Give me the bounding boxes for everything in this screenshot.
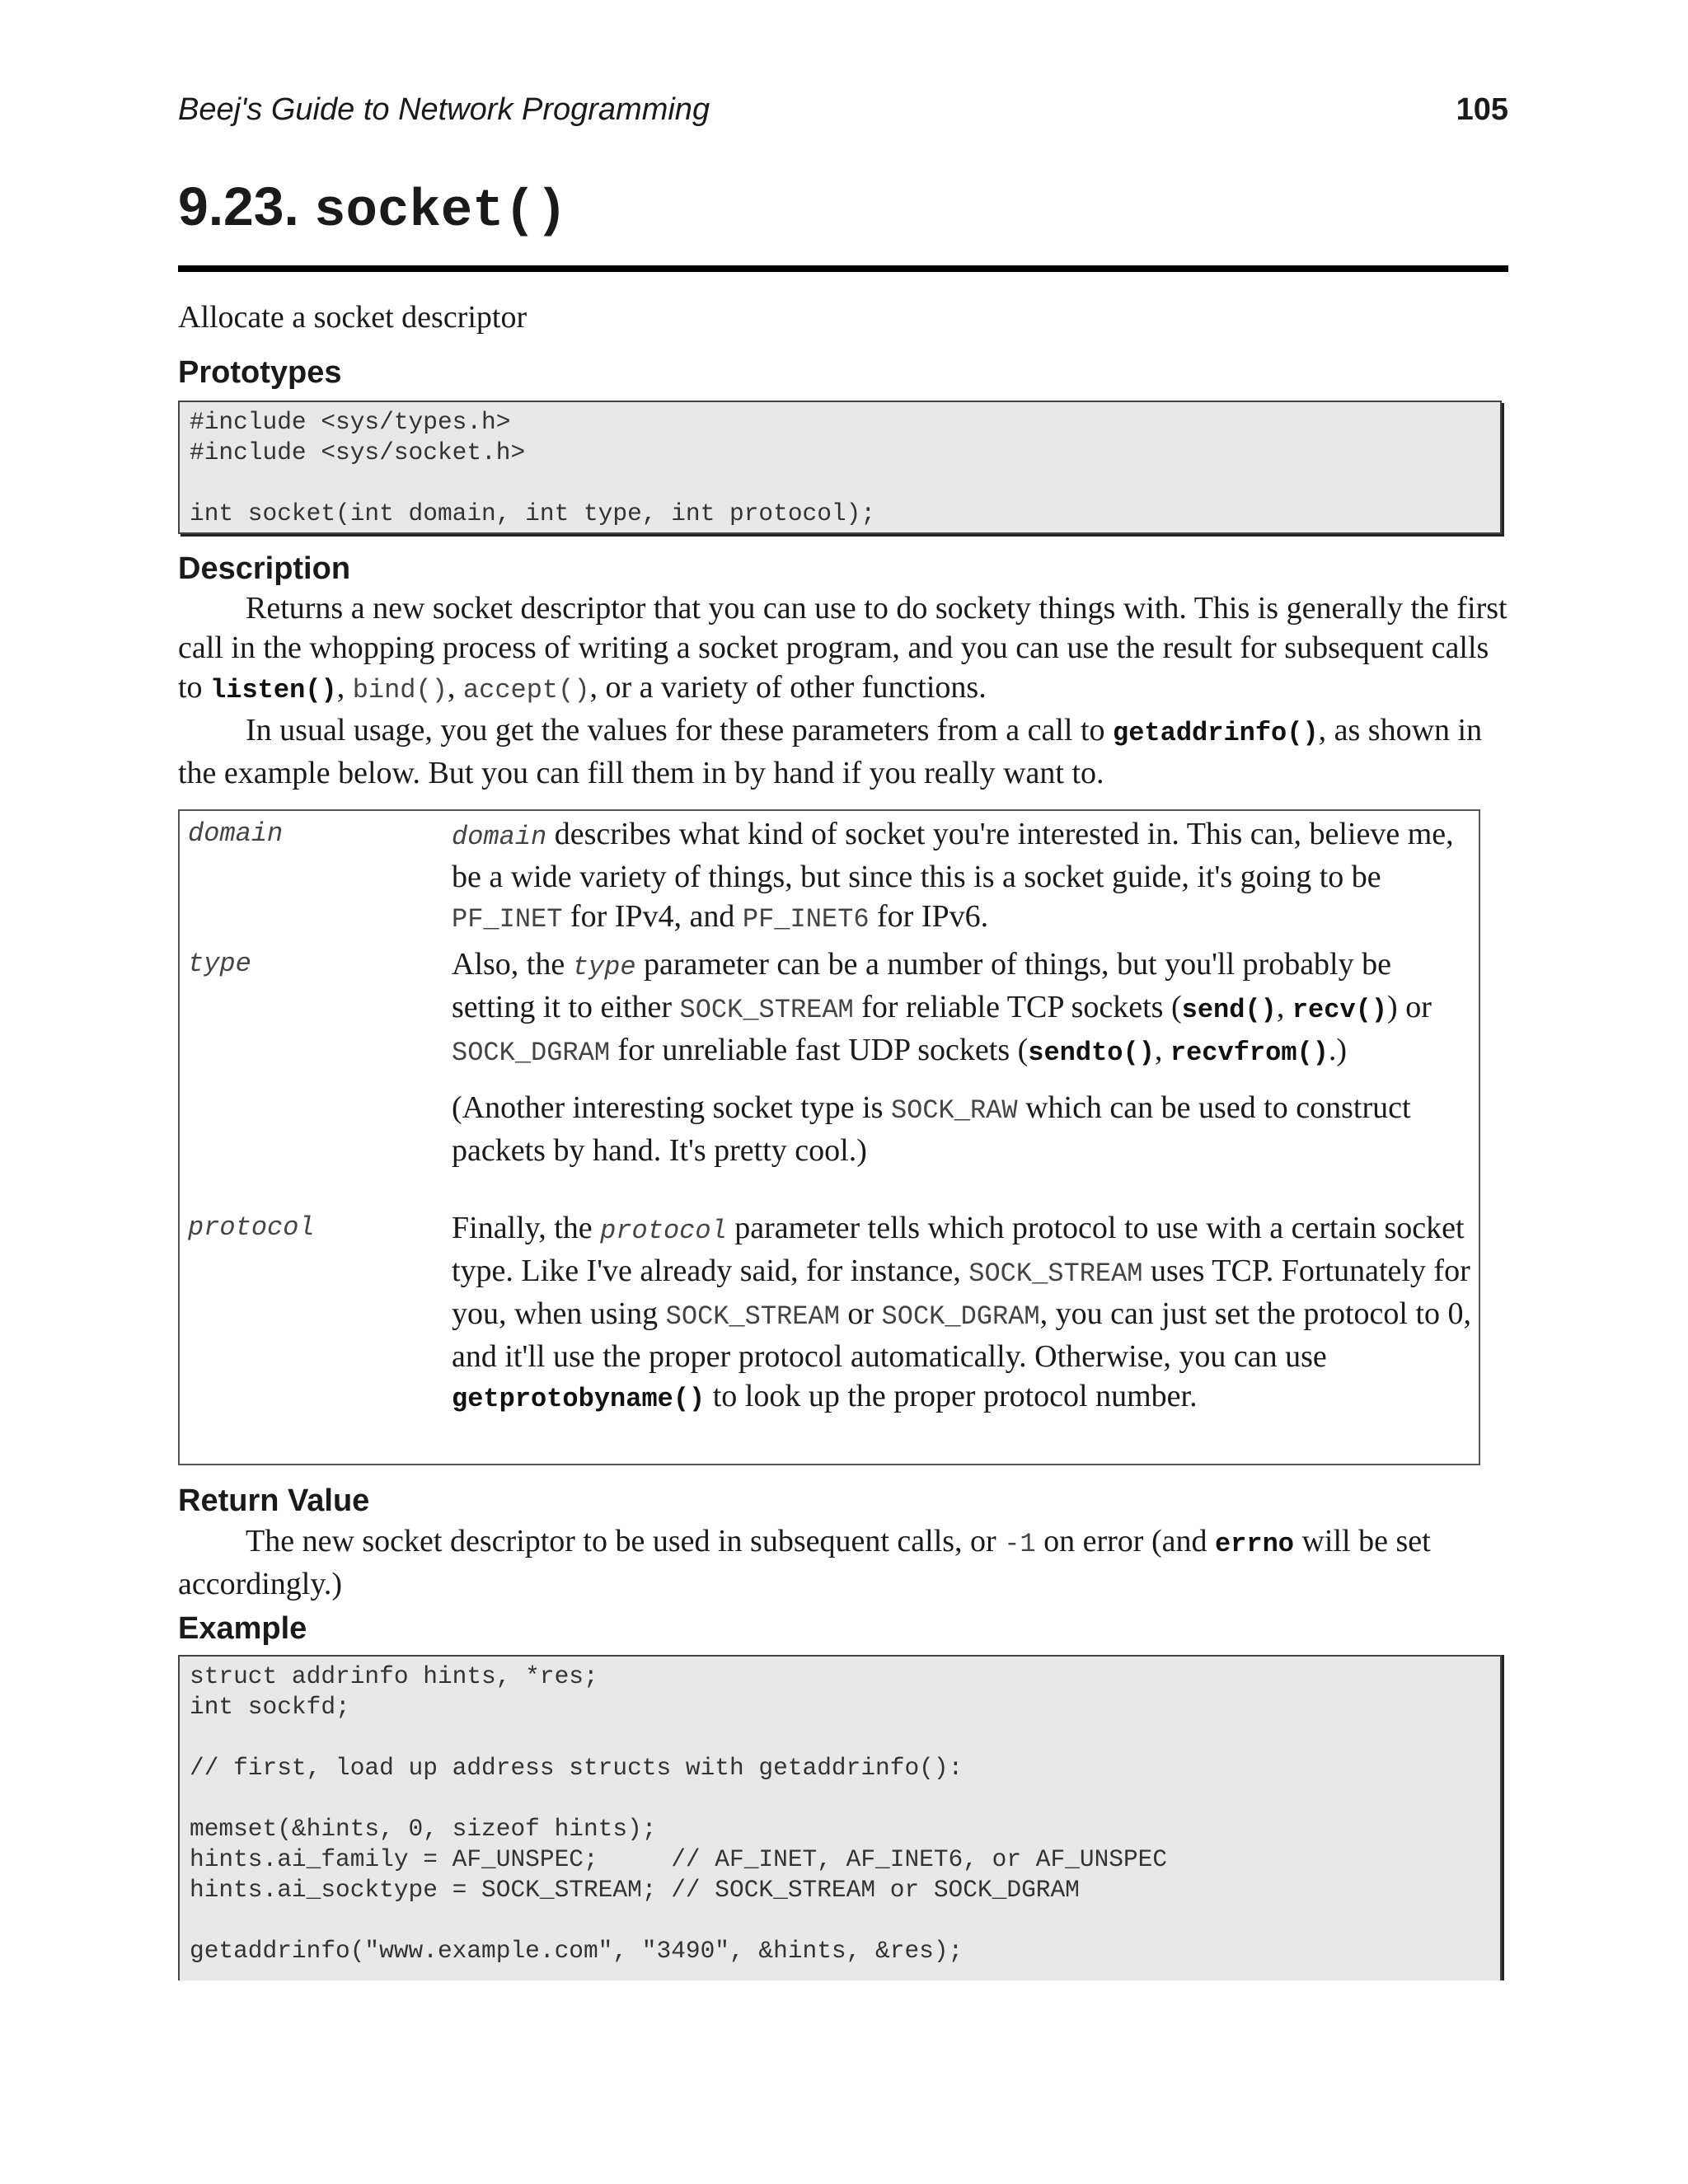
example-heading: Example xyxy=(178,1611,307,1646)
code-run: SOCK_STREAM xyxy=(679,995,854,1025)
code-run: -1 xyxy=(1004,1529,1036,1559)
prototypes-heading: Prototypes xyxy=(178,355,342,390)
code-run: getprotobyname() xyxy=(452,1384,706,1414)
text-run: .) xyxy=(1328,1033,1348,1067)
code-line: hints.ai_socktype = SOCK_STREAM; // SOCK_STREAM or SOCK_DGRAM xyxy=(190,1876,1080,1904)
code-run: SOCK_DGRAM xyxy=(881,1301,1040,1332)
section-function-name: socket() xyxy=(314,182,568,241)
text-run: uses TCP. Fortunately for you, when using xyxy=(452,1254,1470,1331)
return-value-paragraph xyxy=(178,1521,1508,1604)
description-text xyxy=(178,588,1508,793)
section-title xyxy=(178,173,567,245)
code-run: SOCK_STREAM xyxy=(665,1301,840,1332)
running-header xyxy=(178,92,1508,134)
code-run: recv() xyxy=(1292,995,1388,1025)
code-line xyxy=(190,468,1490,499)
text-run: , as shown in the example below. But you can fill them in by hand if you really want to. xyxy=(178,713,1483,790)
text-run: (Another interesting socket type is xyxy=(452,1090,891,1125)
code-run: SOCK_RAW xyxy=(890,1095,1018,1126)
text-run: Also, the xyxy=(452,947,573,982)
text-run: for reliable TCP sockets ( xyxy=(853,990,1182,1024)
code-run: PF_INET xyxy=(452,904,563,935)
listen-function: listen() xyxy=(210,675,337,705)
description-paragraph-1 xyxy=(178,588,1508,710)
code-run: protocol xyxy=(600,1216,727,1246)
type-note xyxy=(452,1088,1480,1170)
parameter-table xyxy=(178,809,1480,1465)
text-run: parameter tells which protocol to use with a certain socket type. Like I've already said, for instance, xyxy=(452,1211,1465,1288)
return-value-heading: Return Value xyxy=(178,1483,370,1518)
bind-function: bind() xyxy=(352,675,448,705)
errno-variable: errno xyxy=(1214,1529,1294,1559)
code-line xyxy=(190,1783,1490,1814)
return-value-text xyxy=(178,1521,1508,1604)
accept-function: accept() xyxy=(462,675,590,705)
code-line: memset(&hints, 0, sizeof hints); xyxy=(190,1815,657,1843)
code-line: getaddrinfo("www.example.com", "3490", &hints, &res); xyxy=(190,1937,964,1965)
code-line: hints.ai_family = AF_UNSPEC; // AF_INET, AF_INET6, or AF_UNSPEC xyxy=(190,1845,1168,1873)
text-run: parameter can be a number of things, but you'll probably be setting it to either xyxy=(452,947,1391,1024)
text-run: on error (and xyxy=(1035,1524,1215,1558)
text-run: , xyxy=(1276,990,1292,1024)
text-run: , you can just set the protocol to 0, and it'll use the proper protocol automatically. Otherwise, you can use xyxy=(452,1296,1472,1374)
text-run: for unreliable fast UDP sockets ( xyxy=(610,1033,1029,1067)
code-run: recvfrom() xyxy=(1170,1038,1329,1068)
parameter-description xyxy=(452,814,1480,940)
code-line xyxy=(190,1722,1490,1753)
code-line: #include <sys/types.h> xyxy=(190,408,511,436)
parameter-name: domain xyxy=(188,818,284,849)
parameter-name: type xyxy=(188,949,251,979)
text-run: to look up the proper protocol number. xyxy=(705,1379,1198,1413)
getaddrinfo-function: getaddrinfo() xyxy=(1113,718,1319,748)
code-line: // first, load up address structs with getaddrinfo(): xyxy=(190,1754,964,1782)
title-rule xyxy=(178,265,1508,272)
running-title: Beej's Guide to Network Programming xyxy=(178,92,710,127)
parameter-description xyxy=(452,944,1480,1170)
code-line xyxy=(190,1905,1490,1936)
text-run: which can be used to construct packets by hand. It's pretty cool.) xyxy=(452,1090,1411,1168)
code-run: send() xyxy=(1181,995,1277,1025)
description-heading: Description xyxy=(178,551,351,586)
text-run: describes what kind of socket you're interested in. This can, believe me, be a wide variety of things, but since this is a socket guide, it's going to be xyxy=(452,817,1454,894)
text-run: , xyxy=(1154,1033,1170,1067)
document-page xyxy=(178,0,1508,2184)
parameter-description xyxy=(452,1208,1480,1419)
text-run: for IPv6. xyxy=(869,899,989,934)
text-run: will be set accordingly.) xyxy=(178,1524,1431,1601)
code-line: struct addrinfo hints, *res; xyxy=(190,1662,598,1690)
section-number: 9.23. xyxy=(178,176,299,237)
code-run: PF_INET6 xyxy=(742,904,870,935)
code-run: type xyxy=(572,952,636,982)
text-run: for IPv4, and xyxy=(562,899,743,934)
text-run: , or a variety of other functions. xyxy=(589,670,987,705)
code-line: #include <sys/socket.h> xyxy=(190,438,526,466)
section-summary: Allocate a socket descriptor xyxy=(178,300,528,335)
text-run: ) or xyxy=(1387,990,1432,1024)
parameter-name: protocol xyxy=(188,1212,315,1243)
text-run: , xyxy=(336,670,353,705)
text-run: Returns a new socket descriptor that you can use to do sockety things with. This is generally the first call in the whopping process of writing a socket program, and you can use the result for subsequent calls to xyxy=(178,591,1507,705)
code-run: domain xyxy=(452,822,547,852)
text-run: , xyxy=(447,670,463,705)
code-run: sendto() xyxy=(1028,1038,1155,1068)
prototypes-code-block xyxy=(178,401,1502,534)
page-number: 105 xyxy=(1456,92,1508,127)
example-code-block xyxy=(178,1655,1502,1980)
code-run: SOCK_DGRAM xyxy=(452,1038,611,1068)
text-run: or xyxy=(839,1296,882,1331)
code-line: int socket(int domain, int type, int protocol); xyxy=(190,499,876,527)
code-run: SOCK_STREAM xyxy=(968,1258,1143,1289)
text-run: The new socket descriptor to be used in subsequent calls, or xyxy=(246,1524,1005,1558)
code-line: int sockfd; xyxy=(190,1693,350,1721)
text-run: In usual usage, you get the values for these parameters from a call to xyxy=(246,713,1114,748)
text-run: Finally, the xyxy=(452,1211,601,1245)
description-paragraph-2 xyxy=(178,710,1508,793)
